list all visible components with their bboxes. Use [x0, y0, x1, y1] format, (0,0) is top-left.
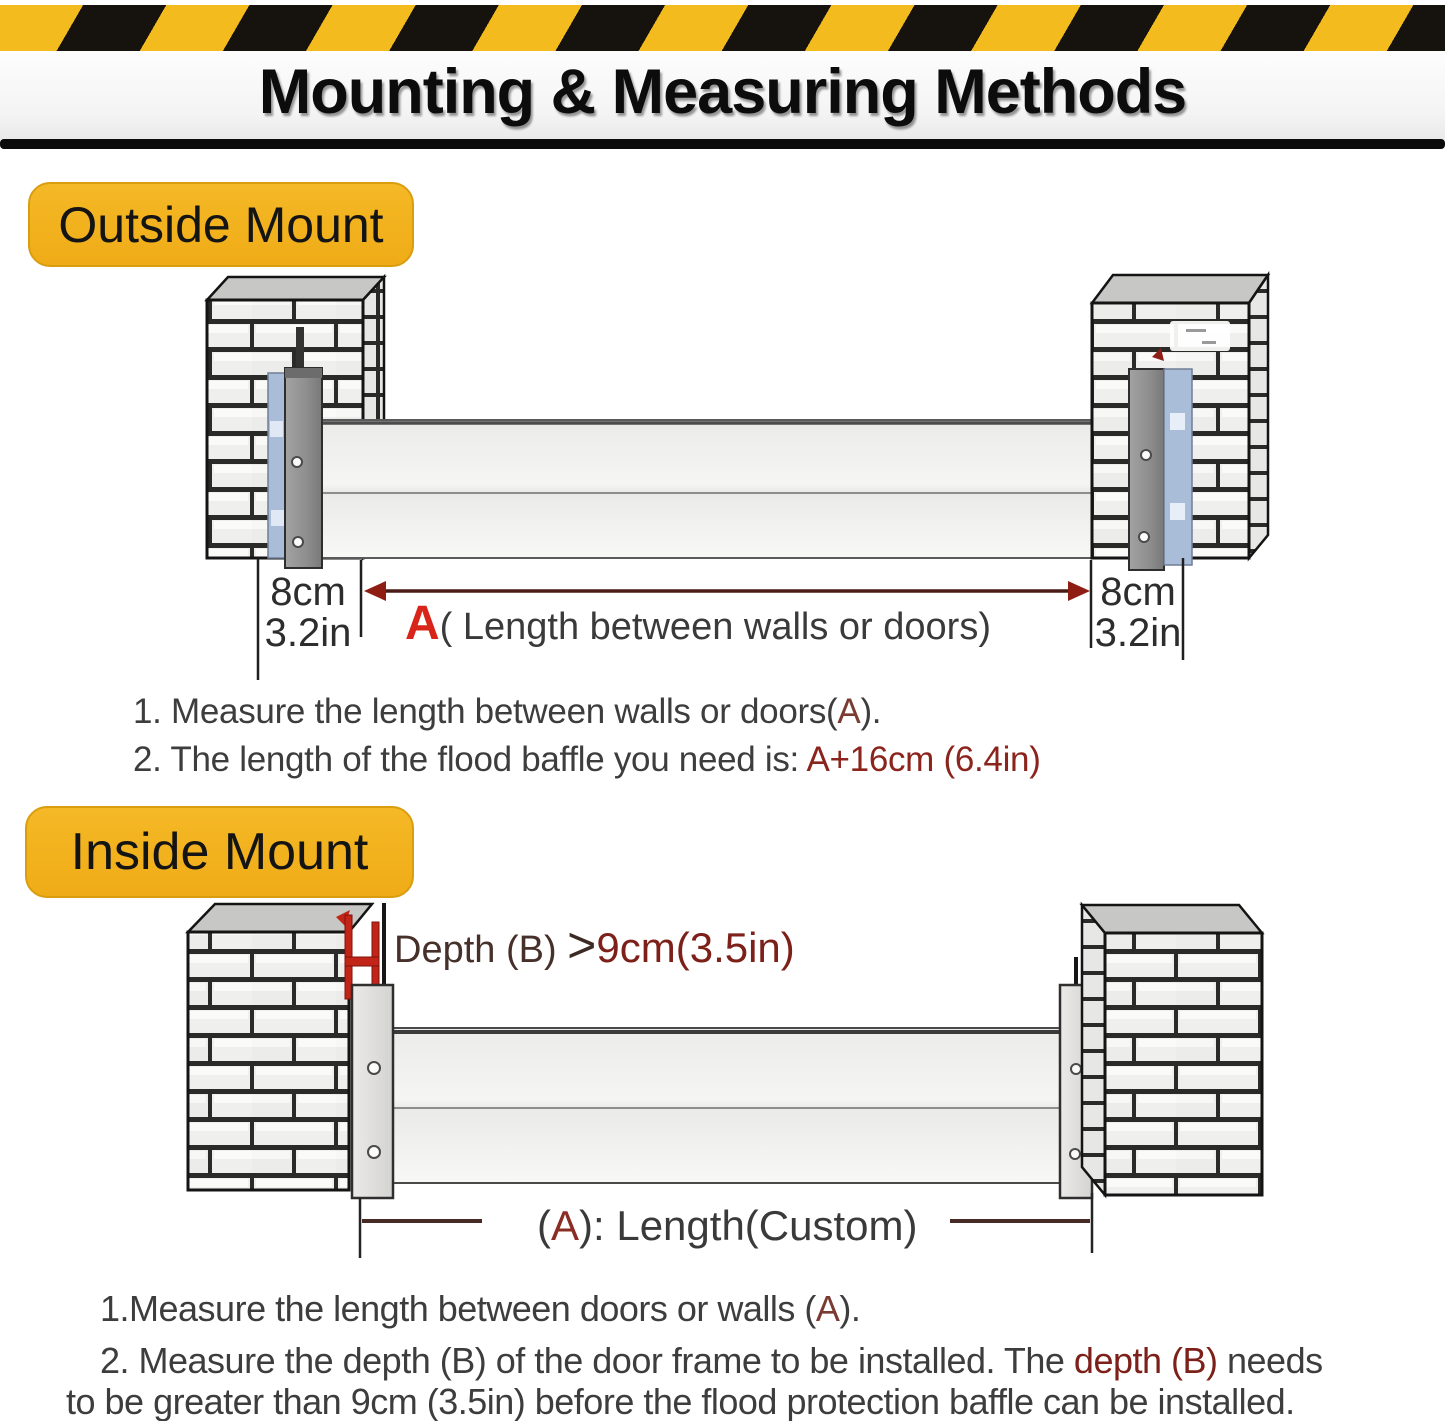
inside-step-1: 1.Measure the length between doors or walls (A). — [100, 1288, 861, 1329]
inside-step-2-line2: to be greater than 9cm (3.5in) before the flood protection baffle can be installed. — [66, 1381, 1295, 1421]
right-gap-dimension — [1095, 572, 1182, 654]
right-mounting-channel — [1129, 348, 1164, 570]
left-seal-strip — [268, 373, 285, 558]
span-length-label — [405, 596, 991, 651]
right-gap-cm: 8cm — [1100, 570, 1176, 614]
left-gap-dimension — [265, 572, 352, 654]
page-title: Mounting & Measuring Methods — [258, 57, 1187, 127]
divider-bar — [0, 139, 1445, 149]
outside-step-1-end: ). — [860, 692, 882, 731]
outside-step-2 — [133, 740, 1041, 780]
inside-left-pillar — [188, 904, 372, 1190]
hazard-stripe-banner — [0, 5, 1445, 51]
inside-mount-badge-label: Inside Mount — [70, 823, 369, 881]
right-gap-in: 3.2in — [1094, 611, 1182, 655]
outside-step-1-text: 1. Measure the length between walls or doors( — [133, 692, 838, 731]
inside-left-channel — [352, 985, 393, 1198]
greater-than-sign: > — [567, 917, 597, 973]
barrier-panels — [322, 420, 1129, 558]
outside-mount-badge-label: Outside Mount — [58, 196, 384, 253]
channel-pin — [1074, 957, 1078, 985]
left-gap-cm: 8cm — [270, 570, 346, 614]
span-length-text: ( Length between walls or doors) — [439, 606, 991, 648]
left-gap-in: 3.2in — [264, 611, 352, 655]
outside-step-1-A: A — [837, 692, 861, 731]
outside-step-2-formula: A+16cm (6.4in) — [806, 740, 1041, 779]
chalk-mark — [1170, 321, 1230, 351]
inside-step-1-text: 1.Measure the length between doors or walls ( — [100, 1288, 816, 1329]
span-length-A: A — [405, 597, 440, 650]
custom-length-label: (A): Length(Custom) — [537, 1202, 918, 1249]
outside-step-1 — [133, 692, 881, 732]
right-seal-strip — [1164, 369, 1192, 565]
channel-pin — [382, 903, 386, 987]
depth-label — [394, 916, 795, 974]
inside-right-pillar — [1082, 905, 1262, 1195]
inside-mount-badge — [25, 806, 414, 898]
inside-step-2-text: 2. Measure the depth (B) of the door frame to be installed. The — [100, 1340, 1074, 1381]
outside-step-2-text: 2. The length of the flood baffle you need is: — [133, 740, 807, 779]
outside-mount-badge — [28, 182, 414, 267]
depth-label-text: Depth (B) — [394, 929, 568, 971]
depth-label-value: 9cm(3.5in) — [596, 924, 795, 971]
custom-length-A: A — [551, 1202, 580, 1249]
inside-step-2-depth: depth (B) — [1073, 1340, 1218, 1381]
custom-length-text: ): Length(Custom) — [579, 1202, 918, 1249]
barrier-panels-inside — [393, 1028, 1060, 1183]
inside-step-2-line1: 2. Measure the depth (B) of the door frame to be installed. The depth (B) needs — [100, 1340, 1323, 1381]
inside-step-1-A: A — [815, 1288, 840, 1329]
